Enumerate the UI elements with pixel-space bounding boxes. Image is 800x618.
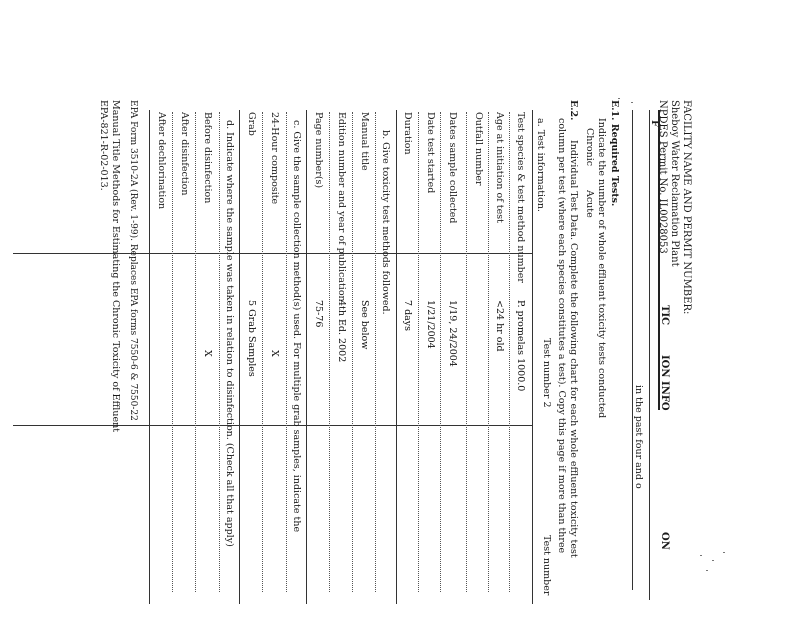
row-separator — [488, 112, 489, 592]
row-separator — [195, 112, 196, 592]
row-manual-title-label: Manual title — [359, 112, 370, 171]
row-separator-solid — [396, 110, 397, 604]
section-title-part3: ON — [659, 532, 670, 550]
row-24hr-composite-value: X — [269, 350, 280, 357]
row-page-numbers-value: 75-76 — [313, 300, 324, 328]
row-manual-title-value: See below — [359, 300, 370, 350]
row-edition-label: Edition number and year of publication — [336, 112, 347, 302]
row-outfall-label: Outfall number — [473, 112, 484, 186]
footer-form-number: EPA Form 3510-2A (Rev. 1-99). Replaces EPA forms 7550-6 & 7550-22 — [128, 100, 138, 421]
row-grab-value: 5 Grab Samples — [246, 300, 257, 377]
e1-chronic-option: Chronic — [584, 128, 595, 167]
row-separator — [509, 112, 510, 592]
footer-manual-reference-1: Manual Title Methods for Estimating the Chronic Toxicity of Effluent — [110, 100, 121, 433]
scan-speck — [712, 560, 714, 561]
row-separator — [329, 112, 330, 592]
subsection-b-heading: b. Give toxicity test methods followed. — [380, 130, 391, 315]
subsection-c-heading: c. Give the sample collection method(s) used. For multiple grab samples, indicate the — [291, 120, 302, 533]
row-separator — [219, 112, 220, 592]
header-rule — [658, 110, 660, 410]
e2-instruction-line1: Individual Test Data. Complete the following chart for each whole effluent toxicity test — [568, 140, 579, 558]
test-number-label-1: Test number 2 — [541, 338, 552, 408]
section-title-part1: TIC — [659, 305, 670, 326]
row-date-started-value: 1/21/2004 — [425, 300, 436, 349]
row-date-started-label: Date test started — [425, 112, 436, 194]
row-after-disinfection-label: After disinfection — [179, 112, 190, 196]
table-bottom-rule — [149, 110, 150, 604]
header-footnote-mark: F — [649, 120, 660, 127]
row-separator — [172, 112, 173, 592]
table-top-rule — [532, 110, 533, 604]
row-before-disinfection-label: Before disinfection — [202, 112, 213, 204]
row-dates-collected-value: 1/19, 24/2004 — [447, 300, 458, 367]
row-duration-label: Duration — [402, 112, 413, 155]
row-separator — [375, 112, 376, 592]
section-rule — [632, 110, 633, 590]
row-page-numbers-label: Page number(s) — [313, 112, 324, 189]
scan-speck — [706, 570, 708, 571]
row-test-species-label: Test species & test method number — [515, 112, 526, 283]
scan-speck — [723, 552, 725, 553]
plant-name: Sheboy Water Reclamation Plant — [669, 100, 680, 267]
row-grab-label: Grab — [246, 112, 257, 136]
row-separator — [352, 112, 353, 592]
test-information-label: a. Test information. — [535, 118, 546, 212]
section-e1-heading: E.1. Required Tests. — [609, 100, 620, 207]
row-age-value: <24 hr old — [494, 300, 505, 352]
section-title-part2: ION INFO — [659, 355, 670, 411]
footer-manual-reference-2: EPA-821-R-02-013. — [98, 100, 109, 191]
row-test-species-value: P. promelas 1000.0 — [515, 300, 526, 392]
row-before-disinfection-value: X — [202, 350, 213, 357]
row-separator — [466, 112, 467, 592]
row-after-dechlorination-label: After dechlorination — [156, 112, 167, 210]
table-column-divider-2 — [13, 425, 533, 426]
header-underline — [649, 110, 650, 600]
right-margin-text: in the past four and o — [633, 385, 644, 489]
row-separator-solid — [306, 110, 307, 604]
row-24hr-composite-label: 24-Hour composite — [269, 112, 280, 205]
facility-name-heading: FACILITY NAME AND PERMIT NUMBER: — [681, 100, 692, 315]
permit-number: NPDES Permit No. IL0028053 — [657, 100, 668, 254]
row-duration-value: 7 days — [402, 300, 413, 332]
table-column-divider-1 — [13, 253, 533, 254]
e1-instruction: Indicate the number of whole effluent toxicity tests conducted — [596, 118, 607, 419]
row-age-label: Age at initiation of test — [494, 112, 505, 223]
row-separator — [286, 112, 287, 592]
e2-instruction-line2: column per test (where each species constitutes a test). Copy this page if more than three — [556, 118, 567, 554]
e1-acute-option: Acute — [584, 190, 595, 218]
row-separator — [262, 112, 263, 592]
subsection-d-heading: d. Indicate where the sample was taken in relation to disinfection. (Check all that apply) — [224, 120, 235, 547]
row-dates-collected-label: Dates sample collected — [447, 112, 458, 224]
test-number-label-2: Test number — [541, 535, 552, 596]
section-e2-heading: E.2. — [568, 100, 579, 121]
row-separator-solid — [239, 110, 240, 604]
row-separator — [418, 112, 419, 592]
row-separator — [440, 112, 441, 592]
row-edition-value: 4th Ed. 2002 — [336, 300, 347, 363]
